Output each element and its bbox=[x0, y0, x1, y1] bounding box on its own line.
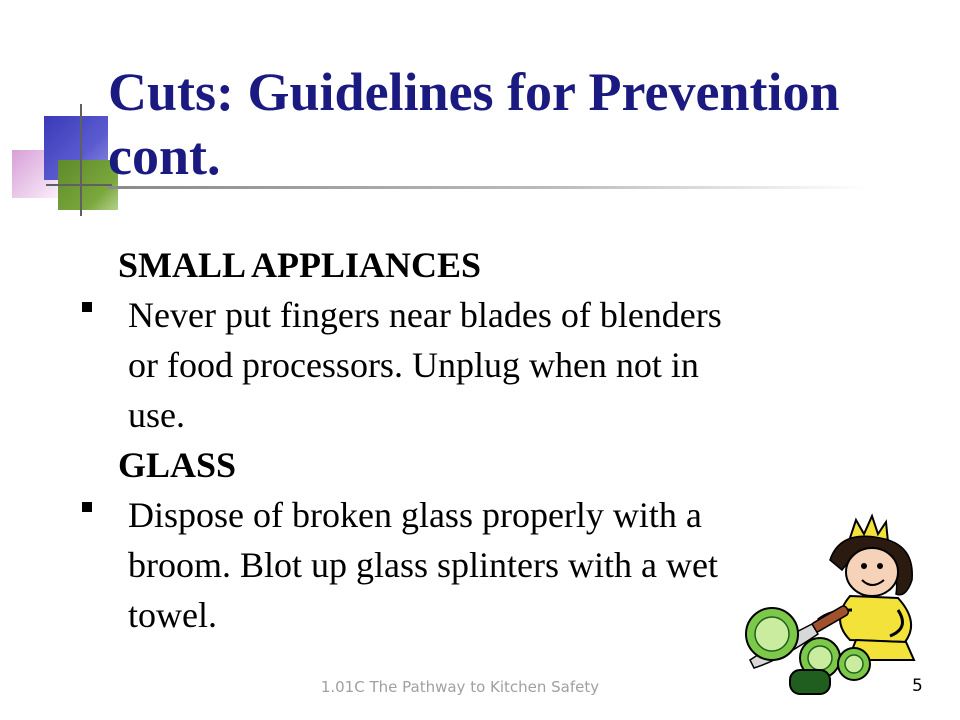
slide-footer: 1.01C The Pathway to Kitchen Safety bbox=[320, 678, 600, 696]
section-heading-small-appliances: SMALL APPLIANCES bbox=[118, 245, 482, 285]
bullet-line: Never put fingers near blades of blenders bbox=[128, 295, 722, 335]
bullet-line: or food processors. Unplug when not in bbox=[128, 345, 699, 385]
chef-chopping-vegetables-clipart bbox=[730, 510, 930, 710]
decorative-horizontal-line bbox=[46, 184, 112, 186]
title-line-1: Cuts: Guidelines for Prevention bbox=[108, 62, 840, 122]
decorative-vertical-line bbox=[80, 104, 82, 216]
section-heading-glass: GLASS bbox=[118, 445, 237, 485]
square-bullet-icon bbox=[82, 302, 92, 312]
bullet-line: use. bbox=[128, 395, 185, 435]
title-underline bbox=[108, 186, 868, 189]
bullet-item bbox=[74, 290, 854, 440]
page-number: 5 bbox=[912, 676, 923, 696]
slide-title bbox=[108, 60, 928, 188]
title-line-2: cont. bbox=[108, 126, 221, 186]
bullet-line: towel. bbox=[128, 595, 217, 635]
square-bullet-icon bbox=[82, 502, 92, 512]
bullet-line: broom. Blot up glass splinters with a wet bbox=[128, 545, 718, 585]
bullet-line: Dispose of broken glass properly with a bbox=[128, 495, 702, 535]
